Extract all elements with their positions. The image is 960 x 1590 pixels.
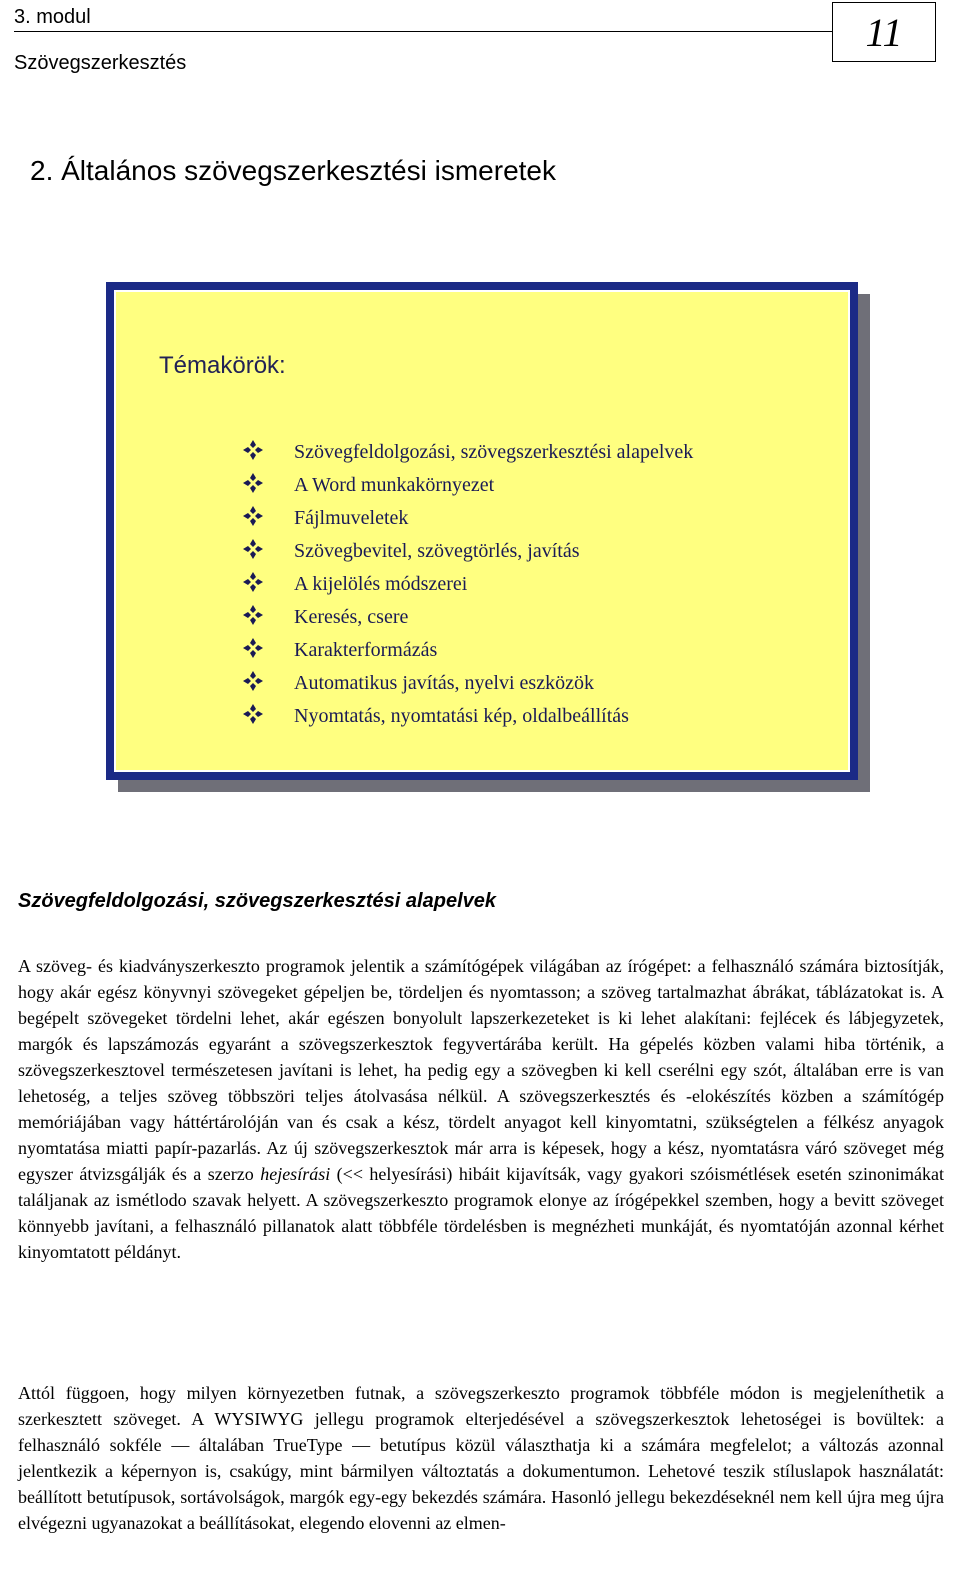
diamond-bullet-icon: [242, 505, 294, 533]
diamond-bullet-icon: [242, 637, 294, 665]
list-item: [242, 601, 693, 634]
list-item: [242, 700, 693, 733]
document-title: Szövegszerkesztés: [14, 52, 187, 74]
diamond-bullet-icon: [242, 571, 294, 599]
module-label: 3. modul: [14, 6, 91, 28]
list-item: [242, 568, 693, 601]
topic-label: Automatikus javítás, nyelvi eszközök: [294, 672, 594, 694]
list-item: [242, 436, 693, 469]
body-paragraph-1: [18, 953, 944, 1265]
list-item: [242, 634, 693, 667]
diamond-bullet-icon: [242, 439, 294, 467]
list-item: [242, 469, 693, 502]
topic-label: Szövegfeldolgozási, szövegszerkesztési alapelvek: [294, 441, 694, 463]
topic-label: Szövegbevitel, szövegtörlés, javítás: [294, 540, 580, 562]
header-rule: [14, 31, 832, 32]
diamond-bullet-icon: [242, 604, 294, 632]
diamond-bullet-icon: [242, 538, 294, 566]
topic-list: [242, 436, 693, 733]
diamond-bullet-icon: [242, 472, 294, 500]
topics-title: Témakörök:: [159, 352, 286, 379]
list-item: [242, 502, 693, 535]
body-paragraph-2: Attól függoen, hogy milyen környezetben futnak, a szövegszerkeszto programok többféle módon is megjeleníthetik a szerkesztett szöveget. A WYSIWYG jellegu programok elterjedésével a szövegszerkesztok lehetoségei is bovültek: a felhasználó sokféle — általában TrueType — betutípus közül választhatja ki a számára megfelelot; a változás azonnal jelentkezik a képernyon is, csakúgy, mint bármilyen változtatás a dokumentumon. Lehetové teszik stíluslapok használatát: beállított betutípusok, sortávolságok, margók egy-egy bekezdés számára. Hasonló jellegu bekezdéseknél nem kell újra meg újra elvégezni ugyanazokat a beállításokat, elegendo elovenni az elmen-: [18, 1383, 944, 1533]
page-number-box: [832, 2, 936, 62]
topics-box-inner: [114, 290, 850, 772]
italic-term: hejesírási: [260, 1164, 331, 1184]
topic-label: A Word munkakörnyezet: [294, 474, 495, 496]
paragraph-text: A szöveg- és kiadványszerkeszto programok jelentik a számítógépek világában az írógépet: a felhasználó számára biztosítják, hogy akár egész könyvnyi szövegeket gépeljen be, tördeljen és nyomtasson; a szöveg tartalmazhat ábrákat, táblázatokat is. A begépelt szövegeket tördelni lehet, akár egészen bonyolult lapszerkezeteket is ki lehet alakítani: fejlécek és lábjegyzetek, margók és lapszámozás egyaránt a szövegszerkesztok fegyvertárába került. Ha gépelés közben valami hiba történik, a szövegszerkesztovel természetesen javítani is lehet, ha pedig egy a szövegben ki kell cserélni egy szót, általában erre is van lehetoség, a teljes szöveg többszöri teljes átolvasása nélkül. A szövegszerkesztés és -elokészítés közben a számítógép memóriájában vagy háttértárolóján van és csak a kész, tördelt anyagot kell kinyomtatni, szükségtelen a félkész anyagok nyomtatása miatti papír-pazarlás. Az új szövegszerkesztok már arra is képesek, hogy a kész, nyomtatásra váró szöveget még egyszer átvizsgálják és a szerzo: [18, 956, 944, 1184]
diamond-bullet-icon: [242, 670, 294, 698]
page-number: 11: [865, 9, 903, 55]
section-heading: 2. Általános szövegszerkesztési ismeretek: [30, 155, 556, 186]
topic-label: Karakterformázás: [294, 639, 438, 661]
list-item: [242, 535, 693, 568]
topics-box: [106, 282, 858, 780]
subsection-heading: Szövegfeldolgozási, szövegszerkesztési alapelvek: [18, 890, 496, 912]
paragraph-text: (<< helyesírási) hibáit kijavítsák, vagy gyakori szóismétlések esetén szinonimákat találjanak az ismétlodo szavak helyett. A szövegszerkeszto programok elonye az írógépekkel szemben, hogy a bevitt szöveget könnyebb javítani, a felhasználó pillanatok alatt többféle tördelésben is megnézheti munkáját, és nyomtatóján azonnal kérhet kinyomtatott példányt.: [18, 1164, 945, 1262]
topic-label: Keresés, csere: [294, 606, 409, 628]
list-item: [242, 667, 693, 700]
topic-label: Nyomtatás, nyomtatási kép, oldalbeállítás: [294, 705, 629, 727]
topic-label: Fájlmuveletek: [294, 507, 409, 529]
topic-label: A kijelölés módszerei: [294, 573, 468, 595]
diamond-bullet-icon: [242, 703, 294, 731]
